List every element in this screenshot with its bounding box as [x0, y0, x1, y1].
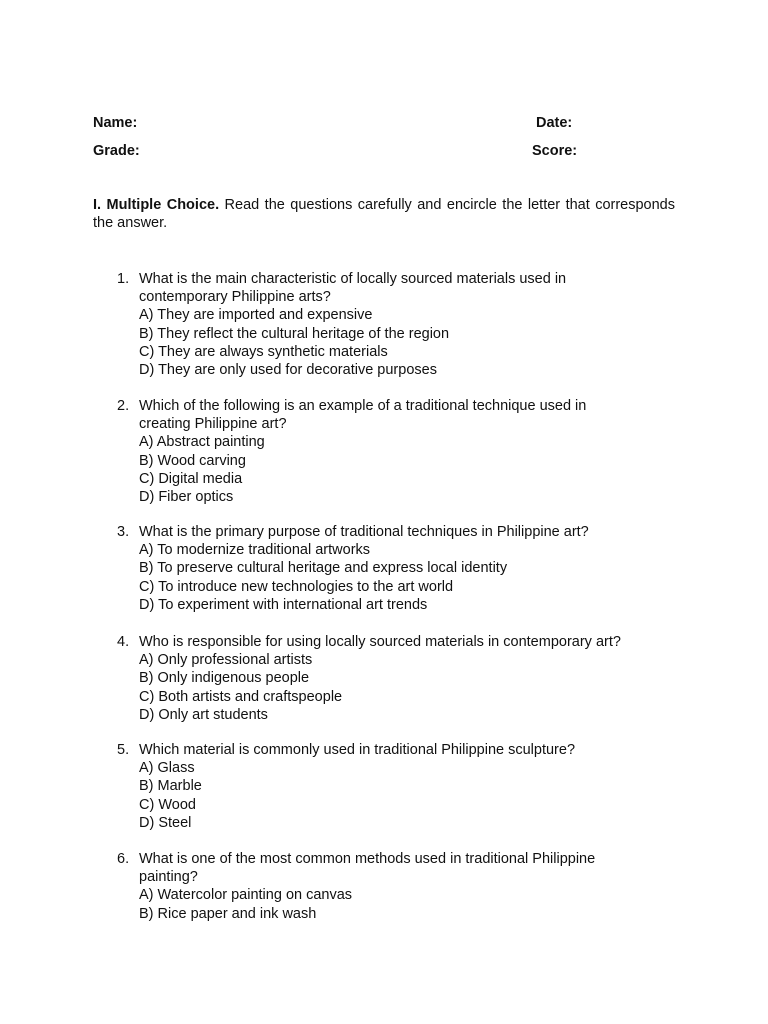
option-d[interactable]: D) Fiber optics	[139, 489, 234, 506]
instructions-text: Read the questions carefully and encircle the letter that corresponds the answer.	[93, 197, 675, 231]
option-d[interactable]: D) Steel	[139, 814, 192, 831]
question-text: Which material is commonly used in traditional Philippine sculpture?	[139, 742, 576, 758]
option-c[interactable]: C) Both artists and craftspeople	[139, 688, 343, 705]
question-text: What is the primary purpose of traditional techniques in Philippine art?	[139, 524, 589, 540]
question-number: 6.	[117, 851, 130, 867]
option-a[interactable]: A) Abstract painting	[139, 434, 265, 451]
question-2	[117, 397, 637, 506]
option-b[interactable]: B) To preserve cultural heritage and express local identity	[139, 560, 508, 577]
option-c[interactable]: C) Wood	[139, 796, 196, 813]
question-number: 1.	[117, 271, 130, 287]
question-number: 4.	[117, 634, 130, 650]
question-text: Who is responsible for using locally sourced materials in contemporary art?	[139, 634, 621, 650]
option-b[interactable]: B) Marble	[139, 778, 202, 795]
option-b[interactable]: B) Rice paper and ink wash	[139, 905, 317, 922]
option-a[interactable]: A) Only professional artists	[139, 652, 313, 669]
option-a[interactable]: A) They are imported and expensive	[139, 307, 373, 324]
question-1	[117, 270, 637, 379]
question-number: 2.	[117, 398, 130, 414]
question-number: 3.	[117, 524, 130, 540]
question-3	[117, 523, 637, 614]
score-label: Score:	[532, 143, 578, 159]
option-c[interactable]: C) Digital media	[139, 470, 243, 487]
option-d[interactable]: D) To experiment with international art trends	[139, 596, 428, 613]
option-c[interactable]: C) They are always synthetic materials	[139, 343, 388, 360]
option-a[interactable]: A) Glass	[139, 760, 195, 777]
question-text: What is one of the most common methods used in traditional Philippine painting?	[139, 851, 596, 886]
question-5	[117, 741, 637, 832]
option-d[interactable]: D) They are only used for decorative purposes	[139, 362, 437, 379]
name-label: Name:	[93, 115, 138, 131]
option-c[interactable]: C) To introduce new technologies to the art world	[139, 578, 454, 595]
option-b[interactable]: B) Only indigenous people	[139, 670, 310, 687]
date-label: Date:	[536, 115, 573, 131]
question-number: 5.	[117, 742, 130, 758]
grade-label: Grade:	[93, 143, 140, 159]
option-d[interactable]: D) Only art students	[139, 706, 268, 723]
question-6	[117, 850, 637, 923]
option-a[interactable]: A) Watercolor painting on canvas	[139, 887, 353, 904]
question-text: What is the main characteristic of locally sourced materials used in contemporary Philippine arts?	[139, 271, 567, 306]
option-b[interactable]: B) Wood carving	[139, 452, 246, 469]
instructions-heading: I. Multiple Choice.	[93, 197, 220, 213]
instructions	[93, 196, 675, 232]
question-4	[117, 633, 637, 724]
option-b[interactable]: B) They reflect the cultural heritage of the region	[139, 325, 450, 342]
question-text: Which of the following is an example of a traditional technique used in creating Philippine art?	[139, 398, 587, 433]
option-a[interactable]: A) To modernize traditional artworks	[139, 542, 371, 559]
